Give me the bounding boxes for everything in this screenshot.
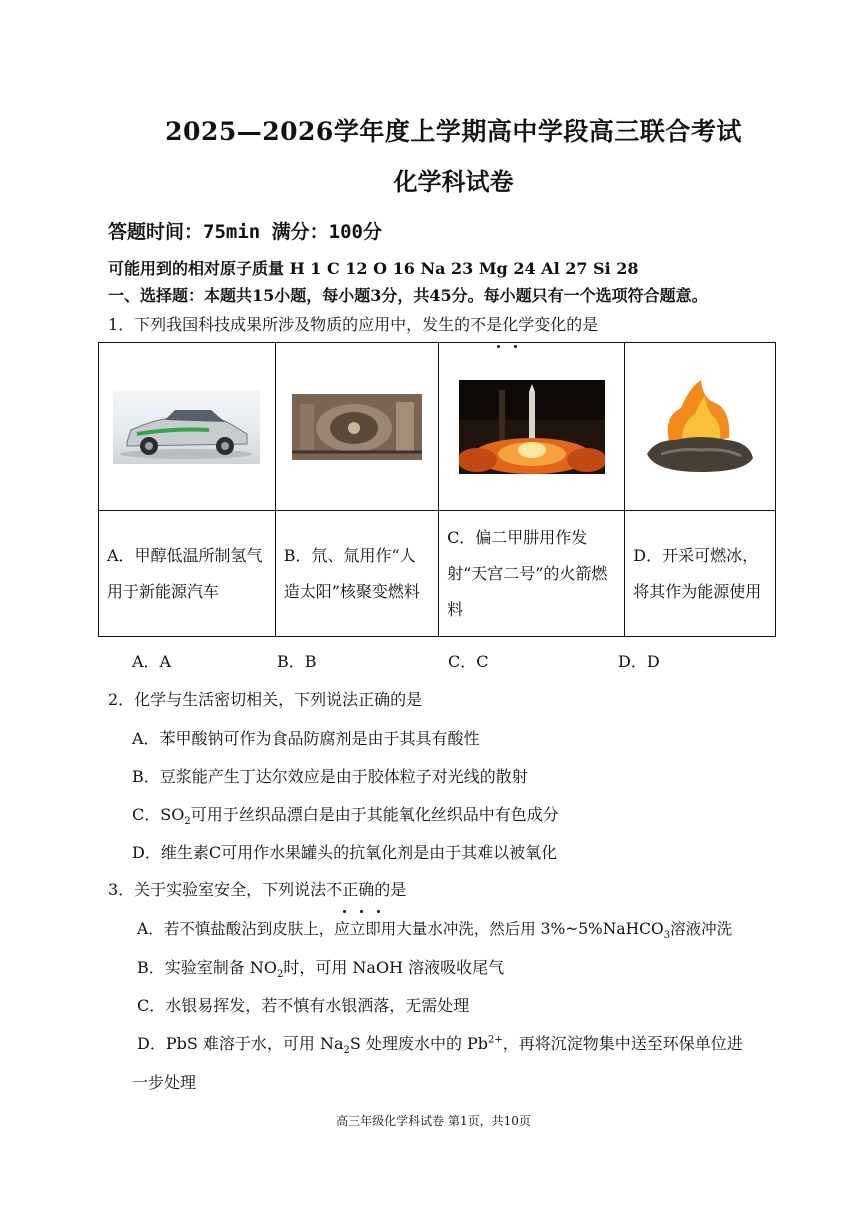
q2-option-a[interactable]: A．苯甲酸钠可作为食品防腐剂是由于其具有酸性 (132, 729, 480, 748)
q1-stem-emphasis: 不是 (470, 315, 503, 334)
q1-options-table (98, 342, 776, 637)
rocket-launch-image (459, 380, 605, 474)
q3-option-b[interactable]: B．实验室制备 $NO_2$时，可用 NaOH 溶液吸收尾气 (137, 958, 505, 981)
q1-option-cell-b: B．氘、氚用作“人造太阳”核聚变燃料 (275, 511, 438, 637)
q1-answer-a[interactable]: A．A (132, 652, 172, 671)
q2-option-d[interactable]: D．维生素C可用作水果罐头的抗氧化剂是由于其难以被氧化 (132, 843, 558, 862)
exam-title: 2025—2026学年度上学期高中学段高三联合考试 (165, 117, 742, 146)
q1-image-cell-a (99, 343, 276, 511)
q3-option-c[interactable]: C．水银易挥发，若不慎有水银洒落，无需处理 (137, 996, 470, 1015)
q1-image-cell-d (625, 343, 776, 511)
exam-subtitle: 化学科试卷 (393, 167, 514, 196)
q1-option-cell-d: D．开采可燃冰，将其作为能源使用 (625, 511, 776, 637)
q3-option-d[interactable]: D．PbS 难溶于水，可用 $Na_2S$ 处理废水中的 $Pb^{2+}$，再将沉淀物集中送至环保单位进 (137, 1034, 743, 1057)
section-heading: 一、选择题：本题共15小题，每小题3分，共45分。每小题只有一个选项符合题意。 (108, 286, 708, 305)
q2-option-c[interactable]: C．$SO_2$可用于丝织品漂白是由于其能氧化丝织品中有色成分 (132, 805, 559, 828)
q3-stem: 3．关于实验室安全，下列说法不正确的是 (108, 880, 407, 899)
q1-answer-c[interactable]: C．C (448, 652, 489, 671)
q1-image-cell-c (439, 343, 625, 511)
q1-answer-b[interactable]: B．B (277, 652, 317, 671)
q1-image-cell-b (275, 343, 438, 511)
q3-option-d-continued: 一步处理 (132, 1073, 197, 1092)
q3-option-a[interactable]: A．若不慎盐酸沾到皮肤上，应立即用大量水冲洗，然后用 3%~5%NaHCO$_3$溶液冲洗 (137, 920, 733, 942)
q2-option-b[interactable]: B．豆浆能产生丁达尔效应是由于胶体粒子对光线的散射 (132, 767, 528, 786)
exam-meta: 答题时间：75min 满分：100分 (108, 221, 382, 243)
q1-answer-d[interactable]: D．D (618, 652, 660, 671)
q2-stem: 2．化学与生活密切相关，下列说法正确的是 (108, 690, 423, 709)
q1-option-cell-c: C．偏二甲肼用作发射“天宫二号”的火箭燃料 (439, 511, 625, 637)
q1-stem: 1．下列我国科技成果所涉及物质的应用中，发生的不是化学变化的是 (108, 315, 599, 334)
car-image (113, 390, 260, 464)
fusion-reactor-image (292, 394, 422, 460)
atomic-masses: 可能用到的相对原子质量 H 1 C 12 O 16 Na 23 Mg 24 Al 27 Si 28 (108, 259, 639, 278)
q1-option-cell-a: A．甲醇低温所制氢气用于新能源汽车 (99, 511, 276, 637)
page-footer: 高三年级化学科试卷 第1页，共10页 (336, 1114, 531, 1128)
combustible-ice-image (641, 378, 759, 475)
